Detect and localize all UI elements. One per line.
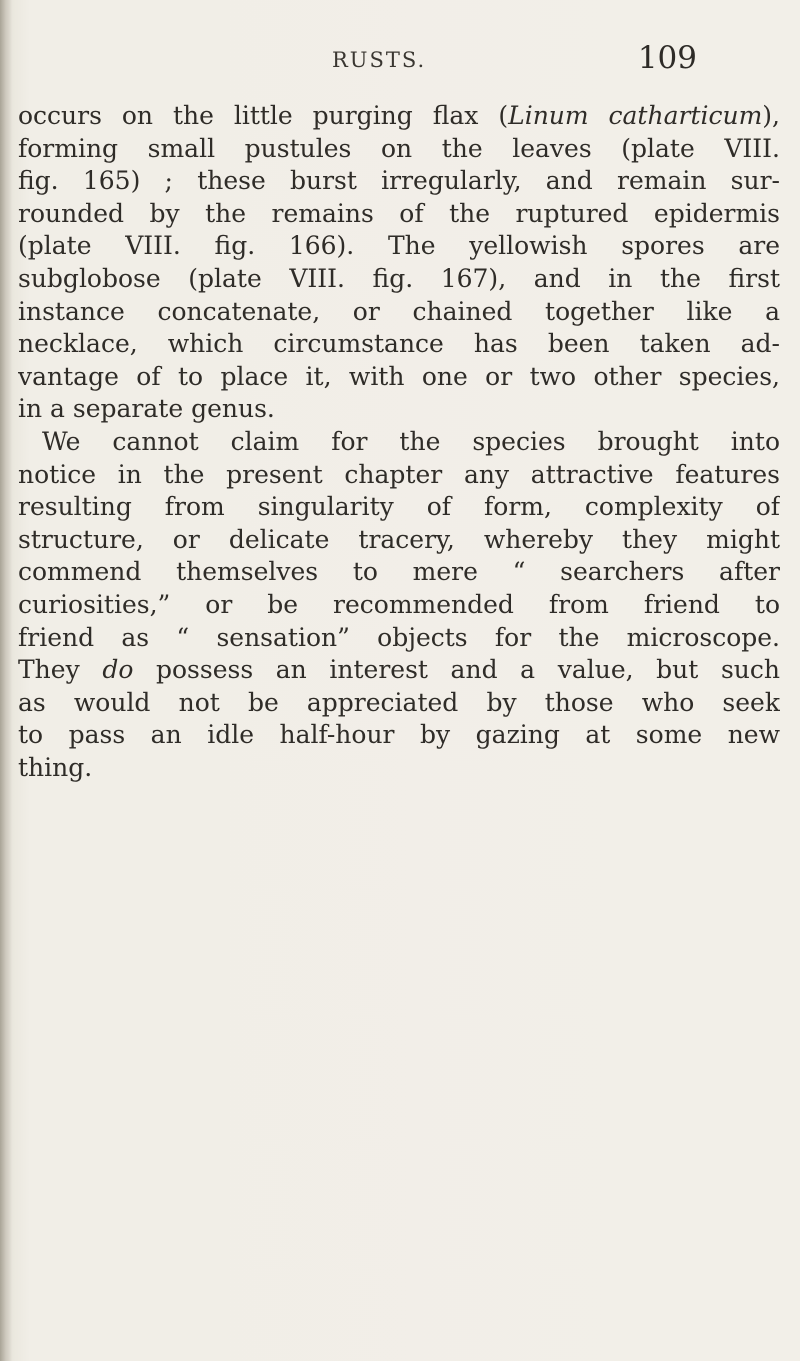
text-line: (plate VIII. fig. 166). The yellowish spores are bbox=[18, 231, 780, 261]
text-line: instance concatenate, or chained together like a bbox=[18, 296, 780, 326]
text-line: resulting from singularity of form, complexity of bbox=[18, 492, 780, 522]
page-header bbox=[0, 40, 800, 84]
text-line: forming small pustules on the leaves (plate VIII. bbox=[18, 133, 780, 163]
text-line: subglobose (plate VIII. fig. 167), and in the first bbox=[18, 263, 780, 293]
species-name: Linum catharticum bbox=[508, 101, 763, 130]
text-line: fig. 165) ; these burst irregularly, and remain sur- bbox=[18, 166, 780, 196]
text-line: friend as “ sensation” objects for the microscope. bbox=[18, 622, 780, 652]
emphasis: do bbox=[102, 655, 134, 685]
text-line: necklace, which circumstance has been taken ad- bbox=[18, 329, 780, 359]
text-line: occurs on the little purging flax (Linum catharticum), bbox=[18, 101, 780, 130]
paragraph-1 bbox=[18, 100, 780, 426]
text-line: vantage of to place it, with one or two other species, bbox=[18, 361, 780, 391]
text-line: commend themselves to mere “ searchers after bbox=[18, 557, 780, 587]
text-line: notice in the present chapter any attractive features bbox=[18, 459, 780, 489]
text-line: to pass an idle half-hour by gazing at some new bbox=[18, 720, 780, 750]
text-line: curiosities,” or be recommended from friend to bbox=[18, 589, 780, 619]
page-gutter-shadow bbox=[0, 0, 12, 1361]
body-text bbox=[18, 100, 780, 784]
page-number: 109 bbox=[637, 40, 697, 76]
text-line: structure, or delicate tracery, whereby they might bbox=[18, 524, 780, 554]
running-head: RUSTS. bbox=[332, 48, 427, 72]
text-line: rounded by the remains of the ruptured epidermis bbox=[18, 198, 780, 228]
text-line: We cannot claim for the species brought into bbox=[42, 426, 780, 456]
text-line: They do possess an interest and a value, but such bbox=[18, 655, 780, 685]
text-line: thing. bbox=[18, 752, 93, 782]
text-line: in a separate genus. bbox=[18, 394, 275, 424]
text-line: as would not be appreciated by those who seek bbox=[18, 687, 780, 717]
paragraph-2 bbox=[18, 426, 780, 785]
